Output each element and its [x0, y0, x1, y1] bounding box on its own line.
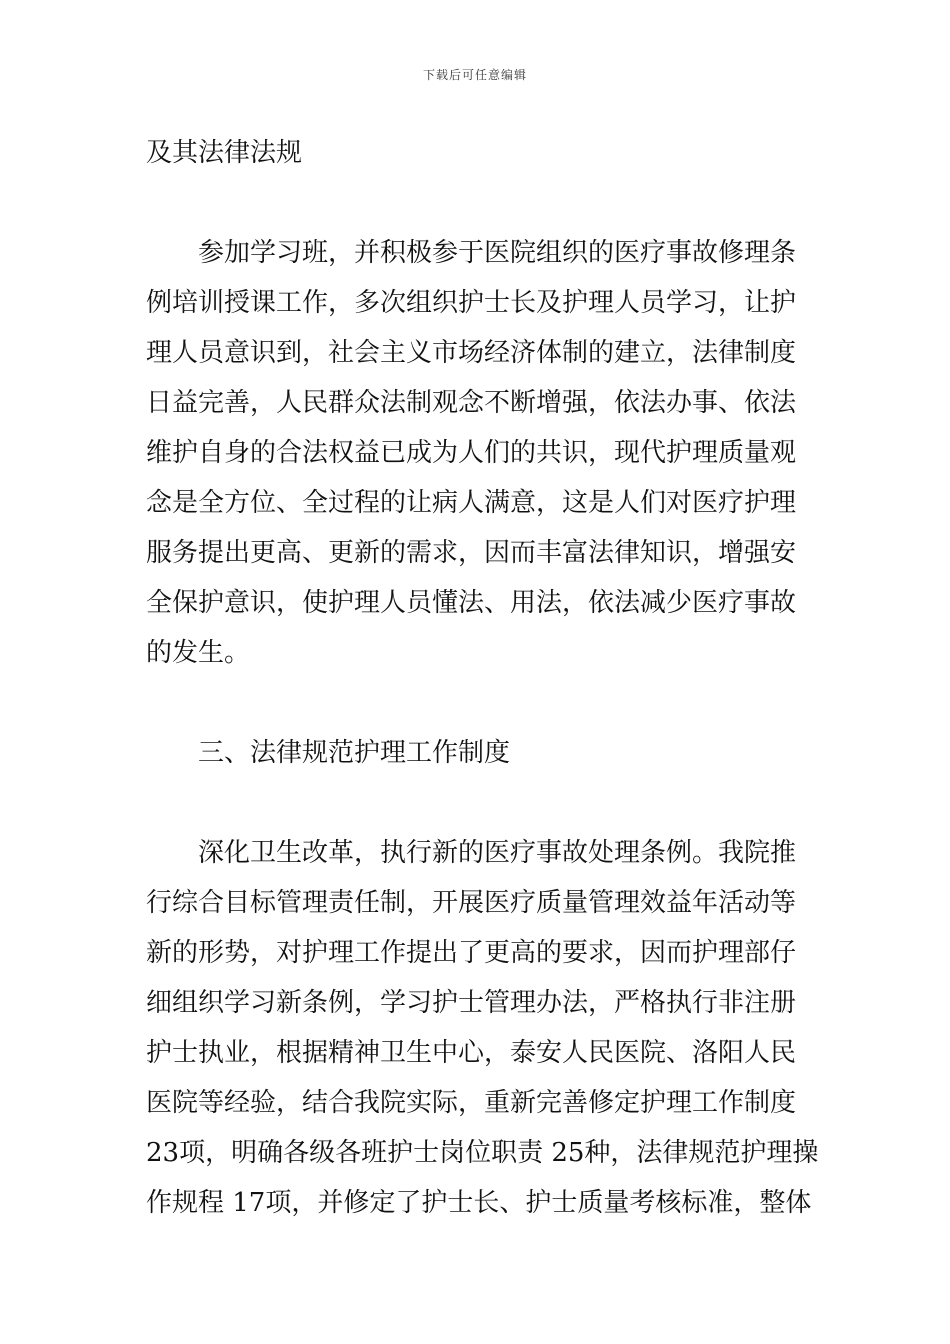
paragraph-line: 新的形势，对护理工作提出了更高的要求，因而护理部仔 [146, 938, 797, 968]
paragraph-line: 日益完善，人民群众法制观念不断增强，依法办事、依法 [146, 388, 797, 418]
paragraph-gap [146, 678, 810, 728]
paragraph-line: 护士执业，根据精神卫生中心，泰安人民医院、洛阳人民 [146, 1038, 797, 1068]
paragraph-line: 23项，明确各级各班护士岗位职责 25种，法律规范护理操 [146, 1138, 819, 1168]
paragraph-line: 全保护意识，使护理人员懂法、用法，依法减少医疗事故 [146, 588, 797, 618]
paragraph-line: 例培训授课工作，多次组织护士长及护理人员学习，让护 [146, 288, 797, 318]
paragraph-line: 医院等经验，结合我院实际，重新完善修定护理工作制度 [146, 1088, 797, 1118]
paragraph-line: 深化卫生改革，执行新的医疗事故处理条例。我院推 [198, 838, 797, 868]
paragraph-legal-training [146, 228, 810, 678]
paragraph-line: 服务提出更高、更新的需求，因而丰富法律知识，增强安 [146, 538, 797, 568]
paragraph-nursing-system [146, 828, 819, 1228]
paragraph-gap [146, 178, 810, 228]
continuation-line: 及其法律法规 [146, 138, 303, 168]
document-body [146, 128, 819, 1228]
page-header-note: 下载后可任意编辑 [422, 68, 527, 82]
paragraph-line: 作规程 17项，并修定了护士长、护士质量考核标准，整体 [146, 1188, 812, 1218]
paragraph-line: 的发生。 [146, 638, 251, 668]
paragraph-line: 理人员意识到，社会主义市场经济体制的建立，法律制度 [146, 338, 797, 368]
paragraph-line: 行综合目标管理责任制，开展医疗质量管理效益年活动等 [146, 888, 797, 918]
paragraph-line: 参加学习班，并积极参于医院组织的医疗事故修理条 [198, 238, 797, 268]
paragraph-line: 念是全方位、全过程的让病人满意，这是人们对医疗护理 [146, 488, 797, 518]
section-heading: 三、法律规范护理工作制度 [198, 738, 511, 768]
paragraph-line: 细组织学习新条例，学习护士管理办法，严格执行非注册 [146, 988, 797, 1018]
paragraph-gap [146, 778, 810, 828]
paragraph-line: 维护自身的合法权益已成为人们的共识，现代护理质量观 [146, 438, 797, 468]
